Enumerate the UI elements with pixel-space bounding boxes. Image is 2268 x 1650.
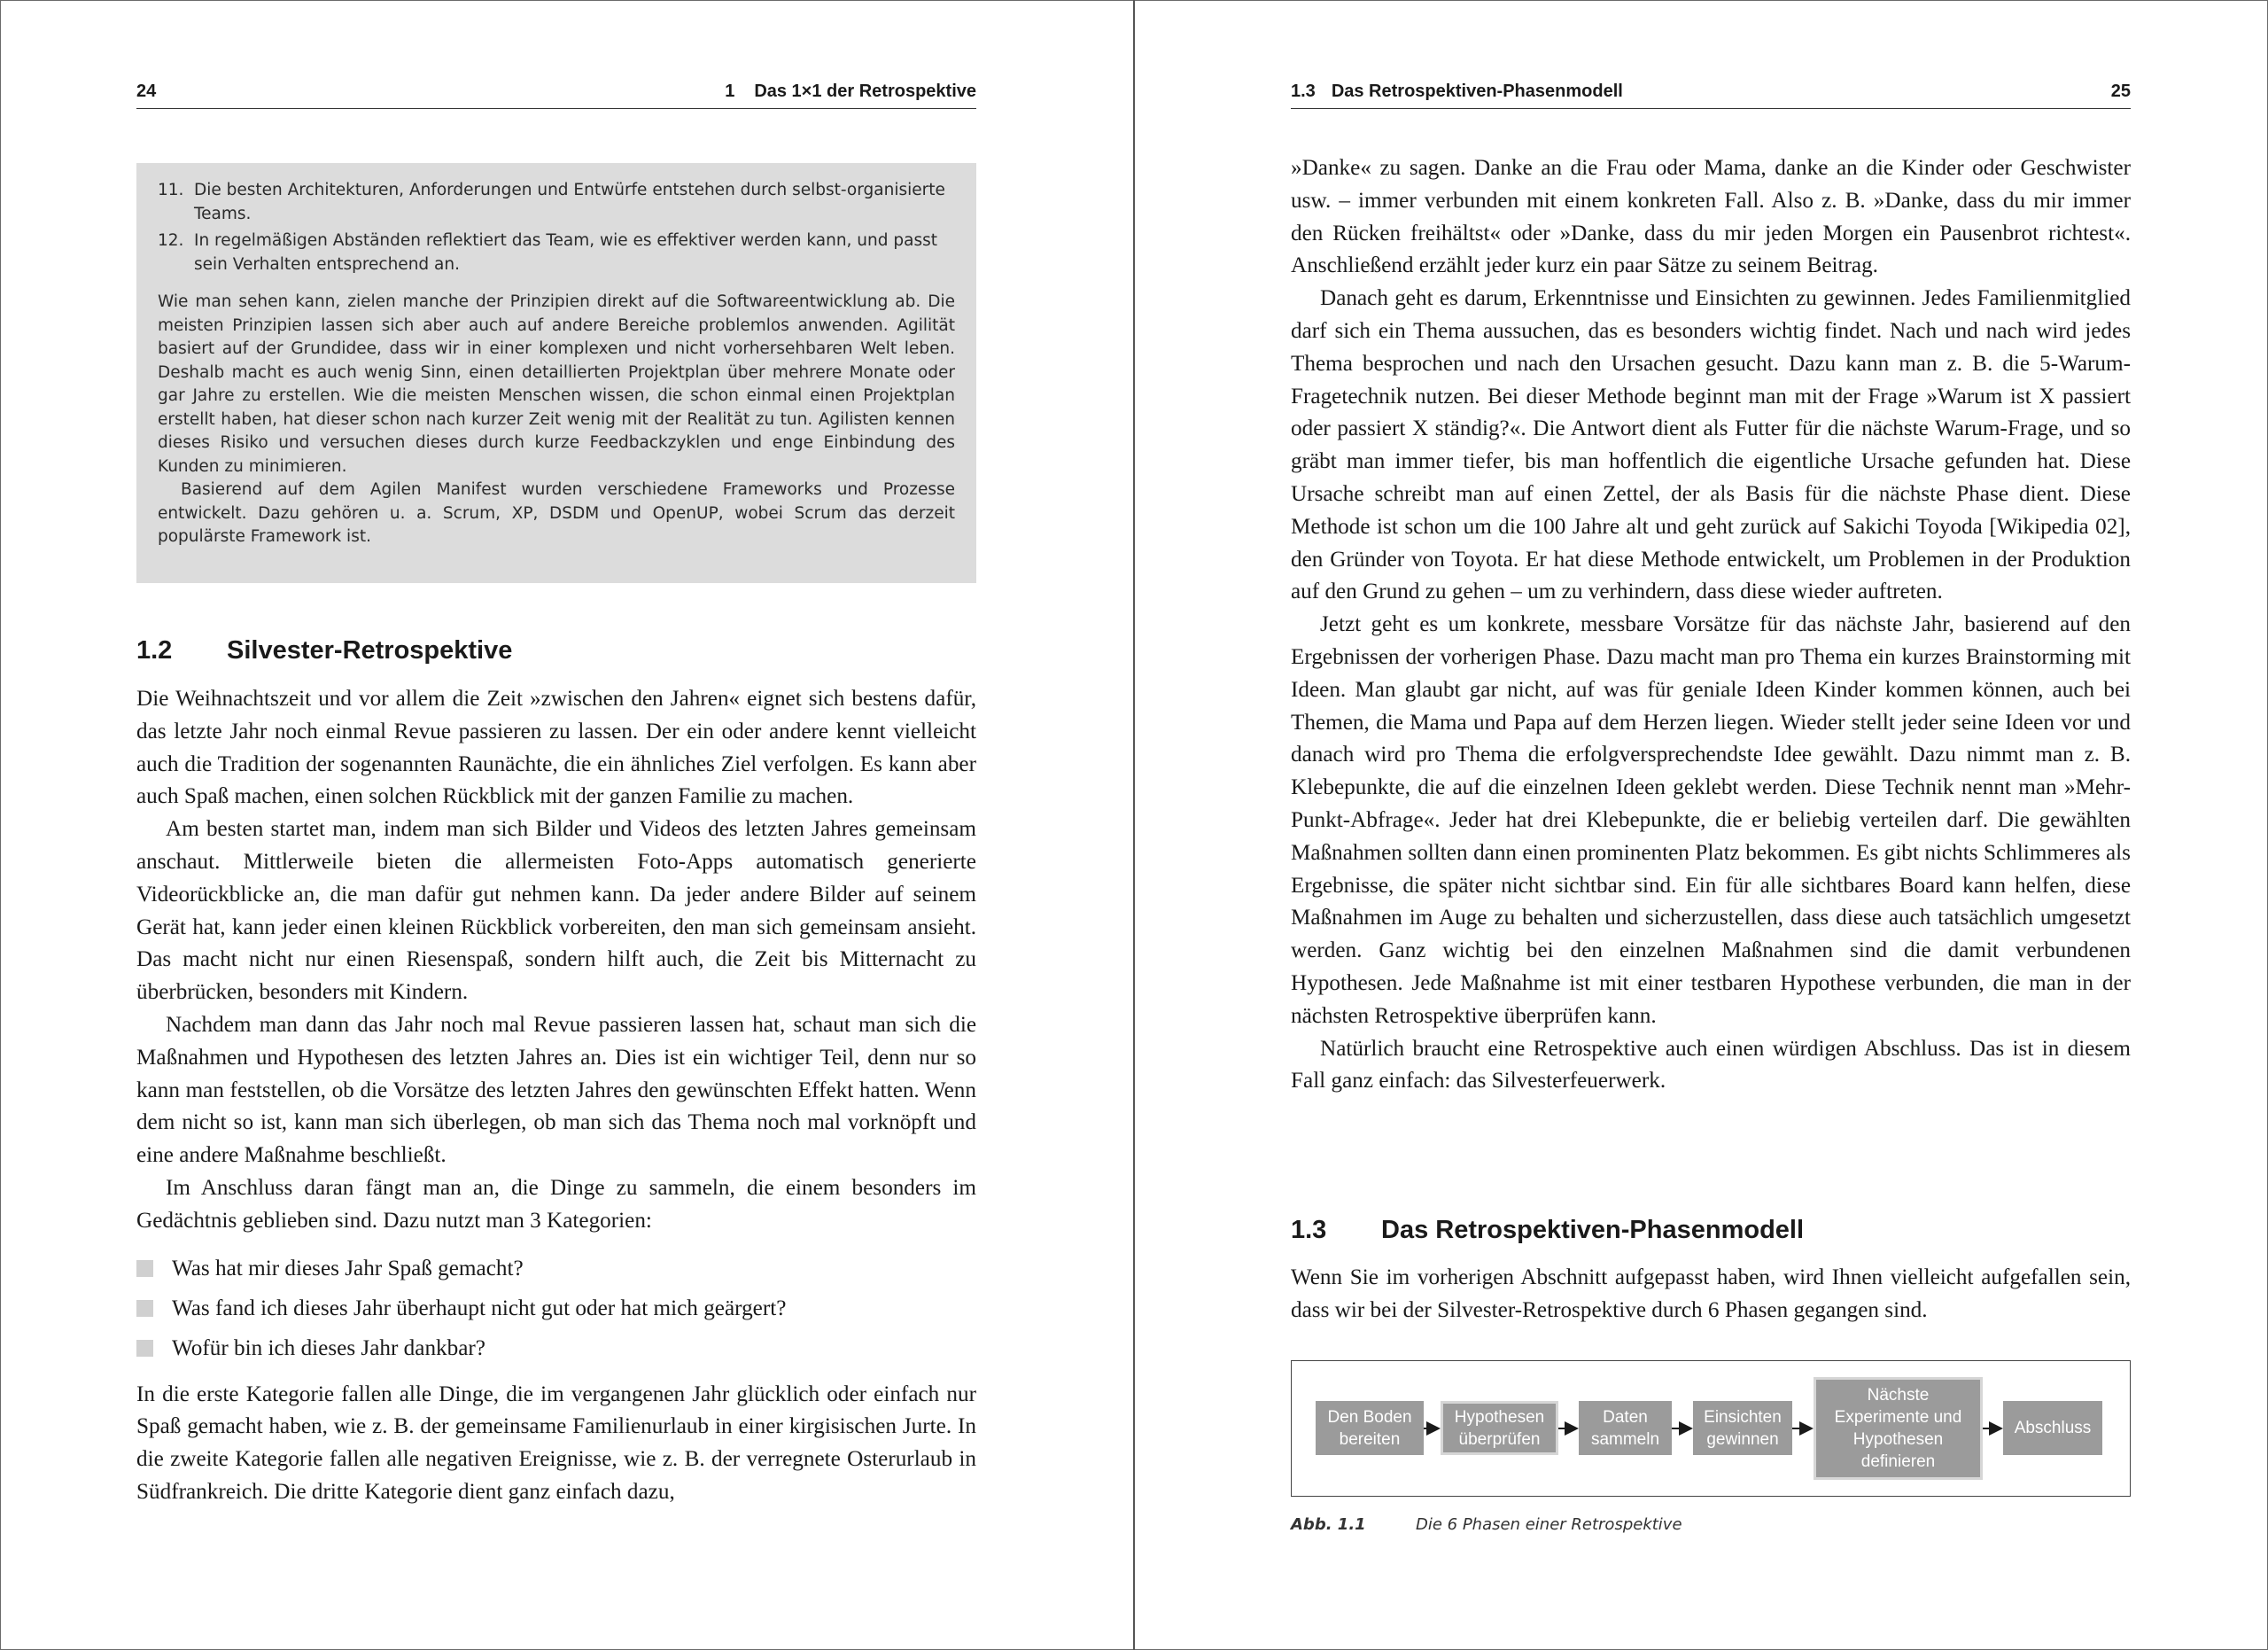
page-number: 25 (2110, 82, 2131, 101)
body-paragraph: In die erste Kategorie fallen alle Dinge, die im vergangenen Jahr glücklich oder einfach nur Spaß gemacht haben, wie z. B. der gemeinsame Familienurlaub in einer kirgisischen Jurte. In die zweite Kategorie fallen alle negativen Ereignisse, wie z. B. der verregnete Osterurlaub in Südfrankreich. Die dritte Kategorie dient ganz einfach dazu, (136, 1381, 976, 1504)
phase-line: gewinnen (1706, 1429, 1779, 1449)
principle-item (158, 179, 955, 226)
running-section-title: Das Retrospektiven-Phasenmodell (1331, 82, 1623, 101)
list-item-text: Was fand ich dieses Jahr überhaupt nicht gut oder hat mich geärgert? (172, 1296, 787, 1320)
phase-node (2003, 1401, 2102, 1455)
section-heading-running (1291, 82, 1623, 102)
body-paragraph: Natürlich braucht eine Retrospektive auch einen würdigen Abschluss. Das ist in diesem Fall ganz einfach: das Silvesterfeuerwerk. (1291, 1036, 2131, 1094)
phase-node (1693, 1401, 1792, 1455)
phase-line: Daten (1603, 1407, 1648, 1427)
right-running-head (1291, 78, 2131, 109)
section-number: 1.3 (1291, 1216, 1327, 1244)
body-paragraph: »Danke« zu sagen. Danke an die Frau oder Mama, danke an die Kinder oder Geschwister usw. – immer verbunden mit einem konkreten Fall. Also z. B. »Danke, dass du mir immer den Rücken freihältst« oder »Danke, dass du mir jeden Morgen ein Pausenbrot richtest«. Anschließend erzählt jeder kurz ein paar Sätze zu seinem Beitrag. (1291, 156, 2131, 278)
section-number: 1.2 (136, 636, 173, 665)
phase-diagram (1291, 1360, 2131, 1497)
section-heading (136, 636, 512, 665)
figure-caption-text: Die 6 Phasen einer Retrospektive (1416, 1515, 1682, 1534)
bullet-square-icon (136, 1340, 153, 1357)
phase-line: Experimente und (1834, 1408, 1962, 1427)
book-spine (1133, 0, 1135, 1650)
principle-text: Die besten Architekturen, Anforderungen und Entwürfe entstehen durch selbst-organisierte Teams. (194, 181, 945, 223)
phase-node (1814, 1377, 1983, 1480)
list-item (136, 1249, 976, 1288)
principle-number: 12. (158, 231, 184, 250)
bullet-square-icon (136, 1300, 153, 1317)
figure-caption (1291, 1515, 1682, 1534)
phase-line: Abschluss (2014, 1419, 2092, 1437)
body-paragraph: Nachdem man dann das Jahr noch mal Revue passieren lassen hat, schaut man sich die Maßnahmen und Hypothesen des letzten Jahres an. Dies ist ein wichtiger Teil, denn nur so kann man feststellen, ob die Vorsätze des letzten Jahres den gewünschten Effekt hatten. Wenn dem nicht so ist, kann man sich überlegen, ob man sich das Thema noch mal vorknöpft und eine andere Maßnahme beschließt. (136, 1012, 976, 1168)
body-paragraph: Danach geht es darum, Erkenntnisse und Einsichten zu gewinnen. Jedes Familienmitglied darf sich ein Thema aussuchen, das es besonders wichtig findet. Nach und nach wird jedes Thema besprochen und nach den Ursachen gesucht. Dazu kann man z. B. die 5-Warum-Fragetechnik nutzen. Bei dieser Methode beginnt man mit der Frage »Warum ist X passiert oder passiert X ständig?«. Die Antwort dient als Futter für die nächste Warum-Frage, und so gräbt man immer tiefer, bis man hoffentlich die eigentliche Ursache gefunden hat. Diese Ursache schreibt man auf einen Zettel, der als Basis für die nächste Phase dient. Diese Methode ist schon um die 100 Jahre alt und geht zurück auf Sakichi Toyoda [Wikipedia 02], den Gründer von Toyota. Er hat diese Methode entwickelt, um Problemen in der Produktion auf den Grund zu gehen – um zu verhindern, dass diese wieder auftreten. (1291, 286, 2131, 604)
phase-node (1441, 1401, 1558, 1455)
chapter-number: 1 (725, 82, 735, 101)
running-section-number: 1.3 (1291, 82, 1316, 101)
phase-line: Den Boden (1327, 1407, 1412, 1427)
box-paragraph: Wie man sehen kann, zielen manche der Prinzipien direkt auf die Softwareentwicklung ab. Die meisten Prinzipien lassen sich aber auch auf andere Bereiche problemlos anwenden. Agilität basiert auf der Grundidee, dass wir in einer komplexen und nicht vorhersehbaren Welt leben. Deshalb macht es auch wenig Sinn, einen detaillierten Projektplan über mehrere Monate oder gar Jahre zu erstellen. Wie die meisten Menschen wissen, die schon einmal einen Projektplan erstellt haben, hat dieser schon nach kurzer Zeit wenig mit der Realität zu tun. Agilisten kennen dieses Risiko und versuchen dieses durch kurze Feedbackzyklen und enge Einbindung des Kunden zu minimieren. (158, 292, 955, 476)
figure-label: Abb. 1.1 (1291, 1515, 1366, 1534)
phase-line: Einsichten (1704, 1407, 1782, 1427)
principle-text: In regelmäßigen Abständen reflektiert das Team, wie es effektiver werden kann, und passt sein Verhalten entsprechend an. (194, 231, 937, 274)
body-text (1291, 1262, 2131, 1327)
body-paragraph: Am besten startet man, indem man sich Bilder und Videos des letzten Jahres gemeinsam anschaut. Mittlerweile bieten die allermeisten Foto-Apps automatisch generierte Videorückblicke an, die man dafür gut nehmen kann. Da jeder andere Bilder auf seinem Gerät hat, kann jeder einen kleinen Rückblick vorbereiten, den man sich gemeinsam ansieht. Das macht nicht nur einen Riesenspaß, sondern hilft auch, die Zeit bis Mitternacht zu überbrücken, besonders mit Kindern. (136, 817, 976, 1005)
phase-line: Hypothesen (1852, 1430, 1944, 1449)
body-paragraph: Die Weihnachtszeit und vor allem die Zeit »zwischen den Jahren« eignet sich bestens dafür, das letzte Jahr noch einmal Revue passieren zu lassen. Der ein oder andere kennt vielleicht auch die Tradition der sogenannten Raunächte, die ein ähnliches Ziel verfolgen. Es kann aber auch Spaß machen, einen solchen Rückblick mit der ganzen Familie zu machen. (136, 687, 976, 809)
category-list (136, 1249, 976, 1368)
principles-list (158, 179, 955, 276)
list-item (136, 1288, 976, 1328)
section-title: Silvester-Retrospektive (227, 636, 513, 665)
phase-line: bereiten (1339, 1429, 1401, 1449)
page-number: 24 (136, 82, 157, 101)
section-heading (1291, 1216, 1804, 1245)
body-paragraph: Im Anschluss daran fängt man an, die Dinge zu sammeln, die einem besonders im Gedächtnis geblieben sind. Dazu nutzt man 3 Kategorien: (136, 1175, 976, 1233)
left-running-head (136, 78, 976, 109)
phase-line: definieren (1860, 1452, 1936, 1471)
chapter-heading (725, 82, 976, 102)
principles-box (136, 163, 976, 583)
body-text (136, 683, 976, 1509)
list-item-text: Was hat mir dieses Jahr Spaß gemacht? (172, 1256, 524, 1280)
section-title: Das Retrospektiven-Phasenmodell (1381, 1216, 1805, 1244)
body-text (1291, 152, 2131, 1098)
principle-item (158, 230, 955, 276)
phase-line: überprüfen (1458, 1429, 1541, 1449)
phase-node (1579, 1401, 1672, 1455)
phase-line: Nächste (1867, 1386, 1930, 1405)
list-item-text: Wofür bin ich dieses Jahr dankbar? (172, 1335, 485, 1360)
chapter-title: Das 1×1 der Retrospektive (754, 82, 976, 101)
phase-node (1316, 1401, 1424, 1455)
principle-number: 11. (158, 181, 184, 199)
list-item (136, 1328, 976, 1368)
phase-line: Hypothesen (1454, 1407, 1545, 1427)
body-paragraph: Jetzt geht es um konkrete, messbare Vorsätze für das nächste Jahr, basierend auf den Ergebnissen der vorherigen Phase. Dazu macht man pro Thema ein kurzes Brainstorming mit Ideen. Man glaubt gar nicht, auf was für geniale Ideen Kinder kommen können, auch bei Themen, die Mama und Papa auf dem Herzen liegen. Wieder stellt jeder seine Ideen vor und danach wird pro Thema die erfolgversprechendste Idee gewählt. Dazu nimmt man z. B. Klebepunkte, die auf die einzelnen Ideen geklebt werden. Diese Technik nennt man »Mehr-Punkt-Abfrage«. Jeder hat drei Klebepunkte, die er beliebig verteilen darf. Die gewählten Maßnahmen sollten dann einen prominenten Platz bekommen. Es gibt nichts Schlimmeres als Ergebnisse, die später nicht sichtbar sind. Ein für alle sichtbares Board kann helfen, diese Maßnahmen im Auge zu behalten und sicherzustellen, dass diese auch tatsächlich umgesetzt werden. Ganz wichtig bei den einzelnen Maßnahmen sind die damit verbundenen Hypothesen. Jede Maßnahme ist mit einer testbaren Hypothese verbunden, die man in der nächsten Retrospektive überprüfen kann. (1291, 612, 2131, 1028)
body-paragraph: Wenn Sie im vorherigen Abschnitt aufgepasst haben, wird Ihnen vielleicht aufgefallen sein, dass wir bei der Silvester-Retrospektive durch 6 Phasen gegangen sind. (1291, 1265, 2131, 1322)
box-paragraph: Basierend auf dem Agilen Manifest wurden verschiedene Frameworks und Prozesse entwickelt. Dazu gehören u. a. Scrum, XP, DSDM und OpenUP, wobei Scrum das derzeit populärste Framework ist. (158, 480, 955, 546)
phase-line: sammeln (1590, 1429, 1660, 1449)
bullet-square-icon (136, 1260, 153, 1277)
